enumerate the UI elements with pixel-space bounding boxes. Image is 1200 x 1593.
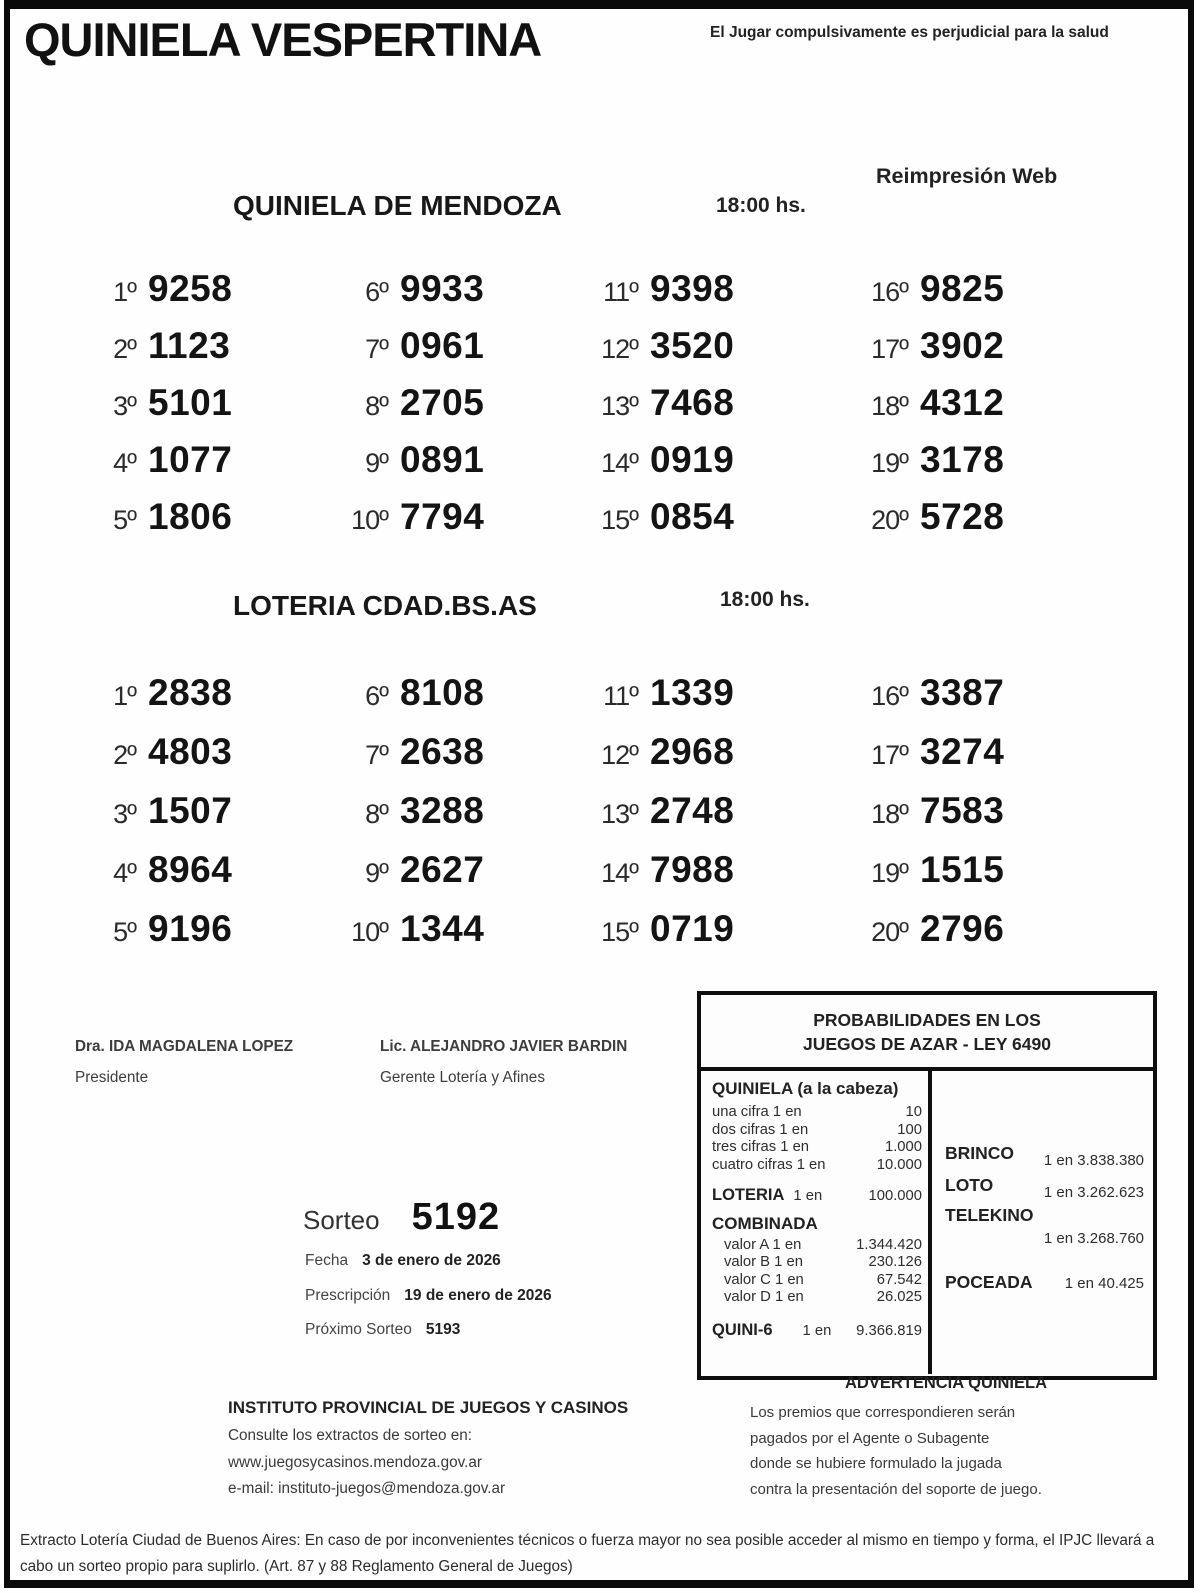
sorteo-number: 5192 (411, 1196, 501, 1238)
draw-result (78, 496, 330, 537)
draw-result (78, 382, 330, 423)
brinco-value: 1 en 3.838.380 (1043, 1152, 1144, 1169)
instituto-line: Consulte los extractos de sorteo en: (228, 1427, 473, 1444)
result-number: 4312 (920, 382, 1005, 423)
combinada-rows (712, 1237, 922, 1306)
quiniela-prob-rows (712, 1104, 922, 1173)
probability-row (712, 1272, 922, 1288)
brinco-label: BRINCO (945, 1143, 1015, 1163)
result-number: 0961 (400, 325, 485, 366)
draw-result (330, 849, 580, 890)
fecha-row (305, 1252, 501, 1270)
loteria-prob-row (712, 1186, 922, 1205)
result-number: 9933 (400, 268, 485, 309)
draw-result (850, 439, 1078, 480)
draw-result (850, 731, 1078, 772)
draw-result (580, 382, 850, 423)
result-number: 2968 (650, 731, 735, 772)
draw-result (78, 908, 330, 949)
result-number: 1344 (400, 908, 485, 949)
draw-result (850, 908, 1078, 949)
draw-result (330, 672, 580, 713)
result-number: 2796 (920, 908, 1005, 949)
result-position: 16º (871, 277, 908, 307)
draw-result (580, 790, 850, 831)
result-position: 6º (365, 681, 388, 711)
result-number: 7583 (920, 790, 1005, 831)
result-number: 2748 (650, 790, 735, 831)
draw-result (330, 382, 580, 423)
sorteo-line (303, 1196, 500, 1239)
result-position: 2º (113, 334, 136, 364)
result-position: 18º (871, 391, 908, 421)
draw-result (78, 268, 330, 309)
bsas-draw-time: 18:00 hs. (720, 588, 810, 611)
result-number: 3178 (920, 439, 1005, 480)
result-number: 1339 (650, 672, 735, 713)
instituto-lines (228, 1423, 628, 1503)
bsas-results-col-2 (330, 672, 580, 967)
advertencia-title: ADVERTENCIA QUINIELA (845, 1374, 1047, 1392)
advertencia-line: pagados por el Agente o Subagente (750, 1429, 990, 1447)
result-number: 2638 (400, 731, 485, 772)
draw-result (580, 325, 850, 366)
quini6-label: QUINI-6 (712, 1321, 773, 1339)
result-position: 9º (365, 448, 388, 478)
result-number: 2705 (400, 382, 485, 423)
probability-row (712, 1289, 922, 1305)
mendoza-section-title: QUINIELA DE MENDOZA (233, 190, 562, 221)
result-position: 13º (601, 799, 638, 829)
result-number: 3520 (650, 325, 735, 366)
proximo-sorteo-value: 5193 (425, 1321, 461, 1338)
loteria-prob-mid: 1 en (793, 1187, 823, 1204)
mendoza-results-col-3 (580, 268, 850, 553)
draw-result (850, 496, 1078, 537)
result-position: 20º (871, 917, 908, 947)
result-number: 7468 (650, 382, 735, 423)
result-number: 7794 (400, 496, 485, 537)
result-position: 18º (871, 799, 908, 829)
result-number: 1123 (148, 325, 231, 366)
loteria-prob-value: 100.000 (868, 1187, 922, 1204)
probability-value: 67.542 (876, 1271, 922, 1288)
loto-label: LOTO (945, 1175, 994, 1195)
fecha-label: Fecha (305, 1252, 349, 1269)
advertencia-line: donde se hubiere formulado la jugada (750, 1455, 1002, 1472)
probability-value: 1.344.420 (856, 1236, 922, 1253)
result-position: 15º (601, 505, 638, 535)
combinada-header: COMBINADA (712, 1213, 818, 1233)
result-number: 3387 (920, 672, 1005, 713)
result-position: 14º (601, 448, 638, 478)
result-number: 0719 (650, 908, 735, 949)
probabilities-title-line1: PROBABILIDADES EN LOS (813, 1010, 1041, 1030)
quini6-prob-row (712, 1321, 922, 1340)
result-position: 8º (365, 391, 388, 421)
proximo-sorteo-row (305, 1321, 460, 1339)
result-number: 1806 (148, 496, 233, 537)
draw-result (850, 382, 1078, 423)
draw-result (330, 325, 580, 366)
draw-result (330, 908, 580, 949)
result-position: 5º (113, 505, 136, 535)
official-role: Gerente Lotería y Afines (380, 1069, 545, 1086)
sorteo-label: Sorteo (303, 1205, 380, 1235)
result-position: 10º (351, 917, 388, 947)
loteria-prob-label: LOTERIA (712, 1185, 785, 1204)
poceada-prob-row (945, 1272, 1144, 1293)
draw-result (78, 672, 330, 713)
result-position: 12º (601, 740, 638, 770)
result-position: 19º (871, 858, 908, 888)
draw-result (850, 790, 1078, 831)
result-position: 14º (601, 858, 638, 888)
brinco-prob-row (945, 1143, 1144, 1169)
result-number: 8964 (148, 849, 233, 890)
instituto-block (228, 1398, 628, 1503)
quini6-mid: 1 en (802, 1323, 832, 1339)
probability-value: 100 (897, 1121, 922, 1138)
draw-result (330, 731, 580, 772)
bsas-results-col-3 (580, 672, 850, 967)
result-number: 1077 (148, 439, 233, 480)
result-number: 5101 (148, 382, 233, 423)
probability-value: 26.025 (876, 1289, 922, 1305)
probability-row (712, 1122, 922, 1138)
draw-result (330, 439, 580, 480)
result-position: 8º (365, 799, 388, 829)
result-number: 5728 (920, 496, 1005, 537)
result-position: 17º (871, 334, 908, 364)
result-number: 3902 (920, 325, 1005, 366)
draw-result (580, 496, 850, 537)
probabilities-title-line2: JUEGOS DE AZAR - LEY 6490 (803, 1034, 1051, 1054)
advertencia-block (728, 1374, 1164, 1502)
result-position: 6º (365, 277, 388, 307)
draw-result (580, 672, 850, 713)
reprint-web-label: Reimpresión Web (876, 164, 1058, 188)
quini6-value: 9.366.819 (856, 1323, 922, 1339)
probability-value: 1.000 (884, 1139, 922, 1155)
result-position: 1º (113, 277, 136, 307)
result-position: 3º (113, 391, 136, 421)
page-title: QUINIELA VESPERTINA (24, 13, 542, 66)
probability-label: valor A 1 en (724, 1236, 802, 1253)
result-number: 0919 (650, 439, 735, 480)
result-number: 2627 (400, 849, 485, 890)
result-position: 15º (601, 917, 638, 947)
result-number: 0854 (650, 496, 735, 537)
result-number: 3288 (400, 790, 485, 831)
instituto-title: INSTITUTO PROVINCIAL DE JUEGOS Y CASINOS (228, 1398, 629, 1417)
proximo-sorteo-label: Próximo Sorteo (305, 1321, 412, 1338)
prescripcion-label: Prescripción (305, 1287, 391, 1304)
quiniela-prob-header: QUINIELA (a la cabeza) (712, 1079, 899, 1098)
draw-result (78, 325, 330, 366)
probability-value: 10.000 (876, 1156, 922, 1173)
telekino-value: 1 en 3.268.760 (1043, 1230, 1144, 1247)
prescripcion-row (305, 1287, 552, 1305)
poceada-label: POCEADA (945, 1272, 1033, 1292)
draw-result (78, 849, 330, 890)
result-position: 11º (603, 277, 638, 307)
telekino-label: TELEKINO (945, 1205, 1034, 1225)
result-number: 9196 (148, 908, 233, 949)
mendoza-results-col-4 (850, 268, 1078, 553)
mendoza-results-grid (78, 268, 1118, 553)
result-position: 17º (871, 740, 908, 770)
result-position: 16º (871, 681, 908, 711)
result-number: 7988 (650, 849, 735, 890)
result-position: 12º (601, 334, 638, 364)
probabilities-right-column (932, 1071, 1153, 1374)
mendoza-results-col-2 (330, 268, 580, 553)
probability-row (712, 1157, 922, 1173)
draw-result (850, 325, 1078, 366)
telekino-prob-row (945, 1205, 1144, 1247)
result-number: 9258 (148, 268, 233, 309)
result-number: 2838 (148, 672, 233, 713)
probability-label: valor B 1 en (724, 1254, 803, 1270)
probabilities-box (697, 991, 1157, 1380)
result-position: 7º (365, 334, 388, 364)
mendoza-draw-time: 18:00 hs. (716, 194, 806, 217)
result-number: 1515 (920, 849, 1005, 890)
draw-result (330, 268, 580, 309)
official-name: Dra. IDA MAGDALENA LOPEZ (75, 1038, 294, 1055)
result-position: 7º (365, 740, 388, 770)
result-position: 2º (113, 740, 136, 770)
result-position: 19º (871, 448, 908, 478)
draw-result (78, 439, 330, 480)
draw-result (580, 849, 850, 890)
draw-result (850, 672, 1078, 713)
advertencia-line: contra la presentación del soporte de juego. (750, 1480, 1042, 1498)
draw-result (330, 790, 580, 831)
result-number: 1507 (148, 790, 233, 831)
health-warning: El Jugar compulsivamente es perjudicial para la salud (710, 24, 1109, 41)
extracto-footnote: Extracto Lotería Ciudad de Buenos Aires: En caso de por inconvenientes técnicos o fuerza mayor no sea posible acceder al mismo en tiempo y forma, el IPJC llevará a cabo un sorteo propio para suplirlo. (Art. 87 y 88 Reglamento General de Juegos) (20, 1532, 1155, 1575)
probability-label: valor D 1 en (724, 1289, 804, 1305)
draw-result (580, 268, 850, 309)
loto-prob-row (945, 1175, 1144, 1201)
bsas-results-col-1 (78, 672, 330, 967)
probability-label: una cifra 1 en (712, 1104, 802, 1120)
probability-row (712, 1237, 922, 1253)
draw-result (330, 496, 580, 537)
probability-row (712, 1104, 922, 1120)
official-role: Presidente (75, 1069, 149, 1086)
official-president (75, 1038, 293, 1087)
draw-result (580, 908, 850, 949)
probability-row (712, 1254, 922, 1270)
advertencia-lines (728, 1400, 1164, 1502)
draw-result (580, 731, 850, 772)
official-manager (380, 1038, 627, 1087)
probability-row (712, 1139, 922, 1155)
loto-value: 1 en 3.262.623 (1043, 1184, 1144, 1201)
probabilities-left-column (701, 1071, 932, 1374)
draw-result (78, 731, 330, 772)
result-position: 1º (113, 681, 136, 711)
result-number: 9398 (650, 268, 735, 309)
result-number: 8108 (400, 672, 485, 713)
prescripcion-value: 19 de enero de 2026 (404, 1287, 552, 1304)
result-position: 3º (113, 799, 136, 829)
draw-result (580, 439, 850, 480)
probabilities-title (701, 995, 1153, 1071)
probability-label: cuatro cifras 1 en (712, 1156, 826, 1173)
result-position: 10º (351, 505, 388, 535)
result-number: 9825 (920, 268, 1005, 309)
result-position: 5º (113, 917, 136, 947)
fecha-value: 3 de enero de 2026 (362, 1252, 501, 1269)
probability-label: valor C 1 en (724, 1271, 804, 1288)
probability-value: 10 (905, 1104, 922, 1120)
result-position: 9º (365, 858, 388, 888)
instituto-line: www.juegosycasinos.mendoza.gov.ar (228, 1453, 482, 1471)
result-position: 11º (603, 681, 638, 711)
poceada-value: 1 en 40.425 (1064, 1275, 1144, 1292)
advertencia-line: Los premios que correspondieren serán (750, 1404, 1016, 1421)
bsas-results-grid (78, 672, 1118, 967)
mendoza-results-col-1 (78, 268, 330, 553)
result-position: 4º (113, 448, 136, 478)
draw-result (850, 268, 1078, 309)
result-number: 0891 (400, 439, 485, 480)
result-position: 13º (601, 391, 638, 421)
draw-result (850, 849, 1078, 890)
result-number: 4803 (148, 731, 233, 772)
result-number: 3274 (920, 731, 1005, 772)
bsas-results-col-4 (850, 672, 1078, 967)
probability-label: dos cifras 1 en (712, 1121, 809, 1138)
result-position: 20º (871, 505, 908, 535)
official-name: Lic. ALEJANDRO JAVIER BARDIN (380, 1038, 628, 1055)
probability-value: 230.126 (868, 1254, 922, 1270)
instituto-line: e-mail: instituto-juegos@mendoza.gov.ar (228, 1480, 506, 1497)
probability-label: tres cifras 1 en (712, 1139, 810, 1155)
draw-result (78, 790, 330, 831)
bsas-section-title: LOTERIA CDAD.BS.AS (233, 590, 537, 621)
result-position: 4º (113, 858, 136, 888)
probabilities-body (701, 1071, 1153, 1374)
